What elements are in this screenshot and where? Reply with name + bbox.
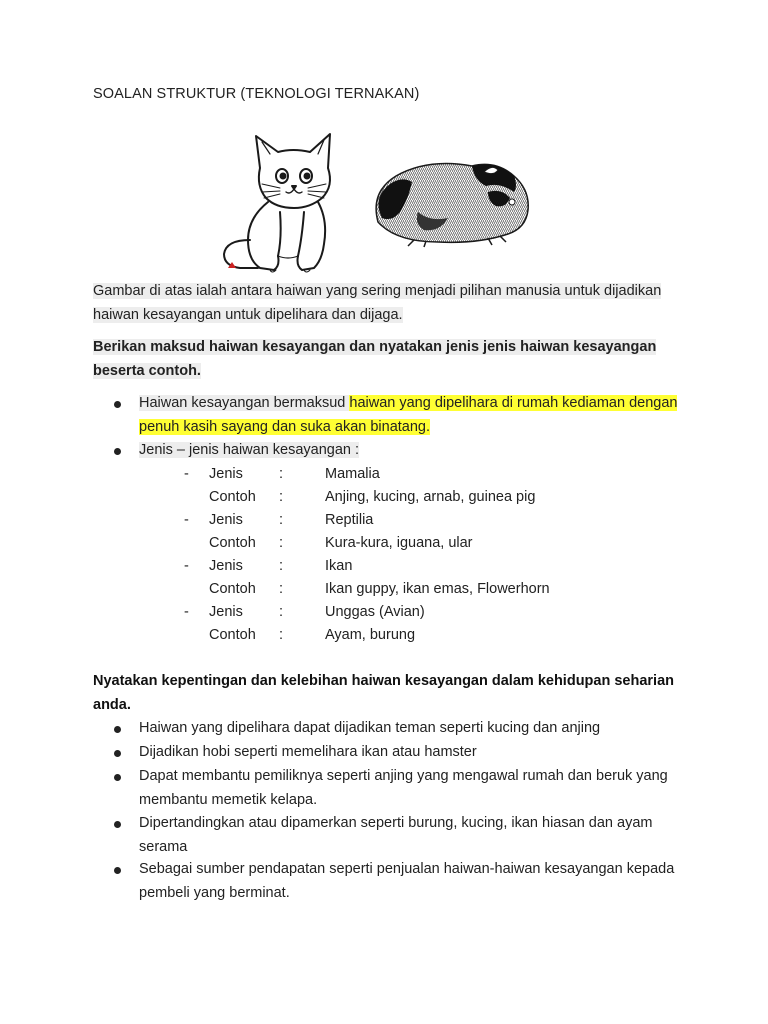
type-colon: :	[279, 512, 284, 528]
definition-highlight-1: haiwan yang dipelihara di rumah kediaman dengan	[349, 395, 678, 411]
example-colon: :	[279, 489, 284, 505]
example-colon: :	[279, 535, 284, 551]
illustrations	[0, 0, 768, 290]
type-label: Jenis	[209, 604, 243, 620]
question-2	[93, 669, 683, 717]
example-label: Contoh	[209, 535, 256, 551]
example-value: Kura-kura, iguana, ular	[325, 535, 473, 551]
list-item-text: Dapat membantu pemiliknya seperti anjing yang mengawal rumah dan beruk yang	[139, 768, 668, 784]
bullet-icon	[114, 726, 121, 733]
example-label: Contoh	[209, 581, 256, 597]
question-2-line-2: anda.	[93, 697, 131, 713]
example-colon: :	[279, 627, 284, 643]
type-value: Ikan	[325, 558, 353, 574]
bullet-icon	[114, 821, 121, 828]
type-value: Mamalia	[325, 466, 380, 482]
bullet-icon	[114, 867, 121, 874]
example-value: Anjing, kucing, arnab, guinea pig	[325, 489, 536, 505]
list-item-text: Dipertandingkan atau dipamerkan seperti burung, kucing, ikan hiasan dan ayam	[139, 815, 653, 831]
types-intro: Jenis – jenis haiwan kesayangan :	[139, 442, 360, 458]
example-value: Ikan guppy, ikan emas, Flowerhorn	[325, 581, 550, 597]
intro-line-2: haiwan kesayangan untuk dipelihara dan dijaga.	[93, 307, 403, 323]
bullet-icon	[114, 401, 121, 408]
type-dash: -	[184, 512, 189, 528]
list-item-text: serama	[139, 838, 188, 855]
guinea-pig-illustration-icon	[368, 152, 534, 248]
type-dash: -	[184, 604, 189, 620]
type-value: Reptilia	[325, 512, 374, 528]
bullet-icon	[114, 774, 121, 781]
list-item-text: Dijadikan hobi seperti memelihara ikan atau hamster	[139, 744, 477, 760]
type-colon: :	[279, 466, 284, 482]
bullet-icon	[114, 750, 121, 757]
question-2-line-1: Nyatakan kepentingan dan kelebihan haiwan kesayangan dalam kehidupan seharian	[93, 673, 674, 689]
question-1	[93, 335, 683, 383]
type-colon: :	[279, 558, 284, 574]
list-item-text: membantu memetik kelapa.	[139, 791, 318, 808]
page-title: SOALAN STRUKTUR (TEKNOLOGI TERNAKAN)	[93, 86, 420, 102]
type-label: Jenis	[209, 512, 243, 528]
type-label: Jenis	[209, 558, 243, 574]
example-label: Contoh	[209, 489, 256, 505]
definition-prefix: Haiwan kesayangan bermaksud	[139, 395, 350, 411]
definition-highlight-2: penuh kasih sayang dan suka akan binatang.	[139, 418, 431, 435]
question-1-line-1: Berikan maksud haiwan kesayangan dan nyatakan jenis jenis haiwan kesayangan	[93, 339, 657, 355]
intro-paragraph	[93, 279, 683, 327]
type-value: Unggas (Avian)	[325, 604, 425, 620]
example-value: Ayam, burung	[325, 627, 416, 643]
type-dash: -	[184, 558, 189, 574]
type-colon: :	[279, 604, 284, 620]
intro-line-1: Gambar di atas ialah antara haiwan yang sering menjadi pilihan manusia untuk dijadikan	[93, 283, 662, 299]
example-label: Contoh	[209, 627, 256, 643]
example-colon: :	[279, 581, 284, 597]
list-item-text: Haiwan yang dipelihara dapat dijadikan teman seperti kucing dan anjing	[139, 720, 601, 736]
type-dash: -	[184, 466, 189, 482]
cat-illustration-icon	[218, 128, 338, 276]
bullet-icon	[114, 448, 121, 455]
question-1-line-2: beserta contoh.	[93, 363, 201, 379]
list-item-text: Sebagai sumber pendapatan seperti penjualan haiwan-haiwan kesayangan kepada	[139, 861, 675, 877]
list-item-text: pembeli yang berminat.	[139, 884, 290, 901]
type-label: Jenis	[209, 466, 243, 482]
